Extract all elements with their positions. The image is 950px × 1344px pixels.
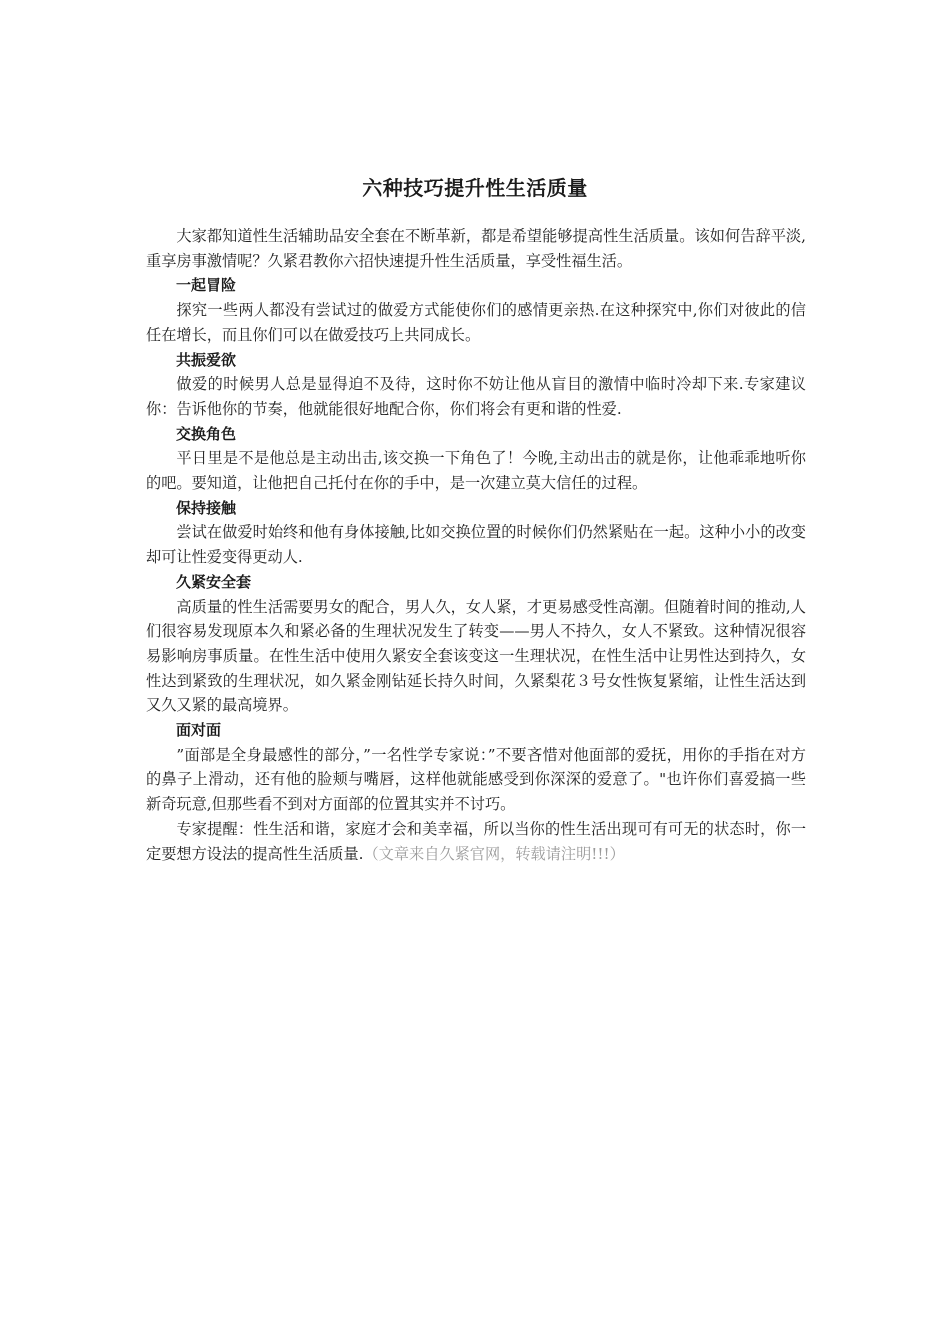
section-paragraph: 做爱的时候男人总是显得迫不及待，这时你不妨让他从盲目的激情中临时冷却下来.专家建议你：告诉他你的节奏，他就能很好地配合你，你们将会有更和谐的性爱. — [146, 375, 806, 418]
section-paragraph: 探究一些两人都没有尝试过的做爱方式能使你们的感情更亲热.在这种探究中,你们对彼此的信任在增长，而且你们可以在做爱技巧上共同成长。 — [146, 301, 806, 344]
section-heading: 一起冒险 — [176, 276, 237, 295]
section-heading: 面对面 — [176, 721, 222, 740]
closing-text: 专家提醒：性生活和谐，家庭才会和美幸福，所以当你的性生活出现可有可无的状态时，你一定要想方设法的提高性生活质量. — [146, 819, 806, 863]
section-paragraph: 高质量的性生活需要男女的配合，男人久，女人紧，才更易感受性高潮。但随着时间的推动,人们很容易发现原本久和紧必备的生理状况发生了转变——男人不持久，女人不紧致。这种情况很容易影响房事质量。在性生活中使用久紧安全套该变这一生理状况，在性生活中让男性达到持久，女性达到紧致的生理状况，如久紧金刚钻延长持久时间，久紧梨花３号女性恢复紧缩，让性生活达到又久又紧的最高境界。 — [146, 597, 806, 715]
document-title: 六种技巧提升性生活质量 — [362, 176, 588, 200]
source-note: （文章来自久紧官网，转载请注明!!!） — [363, 844, 625, 863]
section-heading: 交换角色 — [176, 424, 237, 443]
section-paragraph: 尝试在做爱时始终和他有身体接触,比如交换位置的时候你们仍然紧贴在一起。这种小小的改变却可让性爱变得更动人. — [146, 523, 806, 567]
section-paragraph: ”面部是全身最感性的部分，”一名性学专家说：”不要吝惜对他面部的爱抚，用你的手指在对方的鼻子上滑动，还有他的脸颊与嘴唇，这样他就能感受到你深深的爱意了。"也许你们喜爱搞一些新奇玩意,但那些看不到对方面部的位置其实并不讨巧。 — [146, 745, 806, 814]
document-body — [146, 224, 806, 866]
section-heading: 保持接触 — [176, 498, 237, 517]
section-heading: 共振爱欲 — [176, 350, 237, 369]
section-heading: 久紧安全套 — [176, 572, 252, 591]
closing-paragraph — [146, 817, 806, 866]
intro-paragraph: 大家都知道性生活辅助品安全套在不断革新，都是希望能够提高性生活质量。该如何告辞平淡,重享房事激情呢？久紧君教你六招快速提升性生活质量，享受性福生活。 — [146, 227, 806, 270]
section-paragraph: 平日里是不是他总是主动出击,该交换一下角色了！今晚,主动出击的就是你，让他乖乖地听你的吧。要知道，让他把自己托付在你的手中，是一次建立莫大信任的过程。 — [146, 449, 806, 493]
